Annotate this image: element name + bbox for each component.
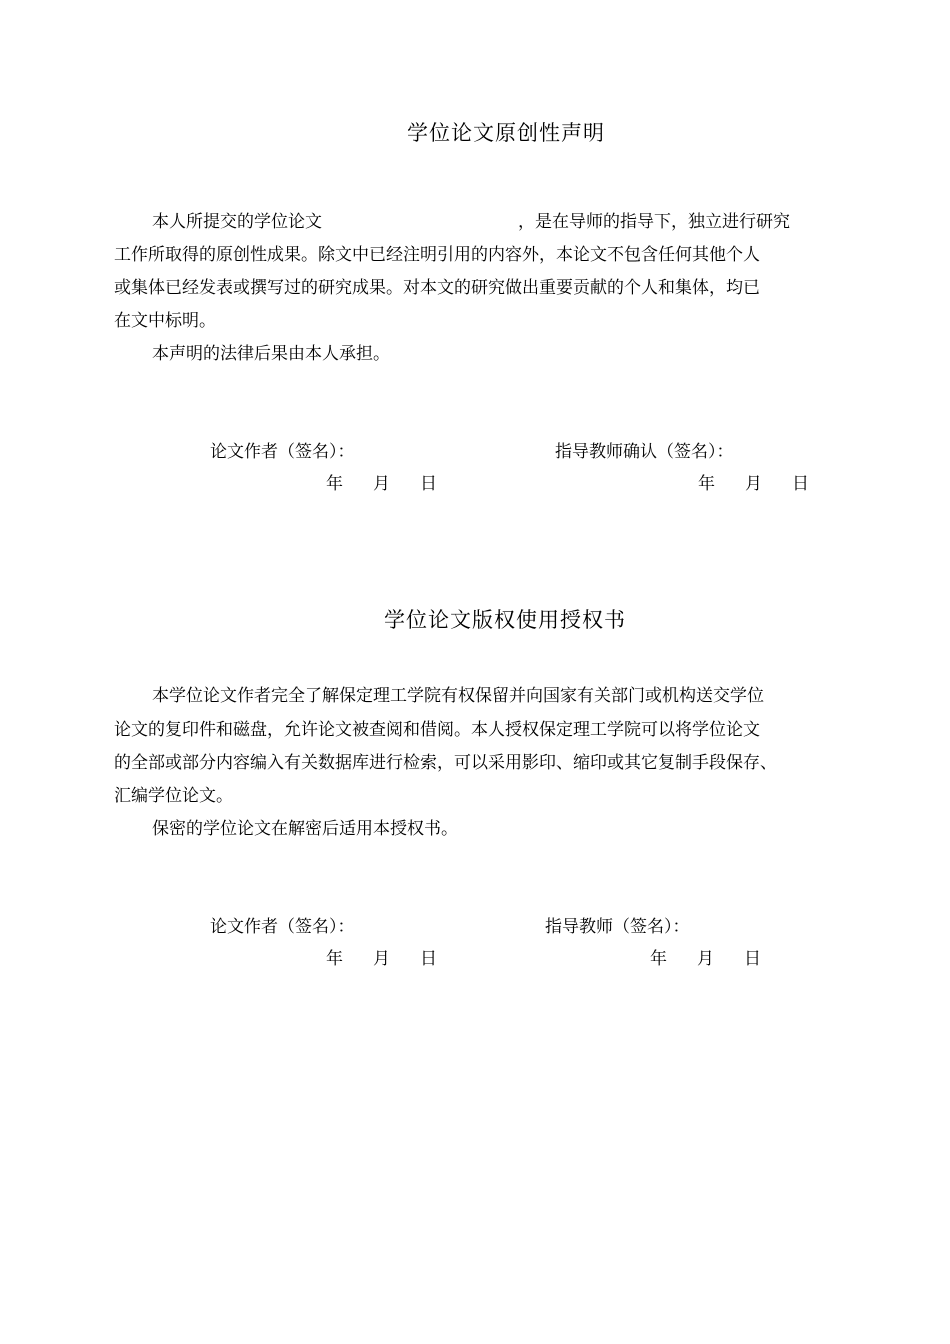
date-year: 年 — [698, 474, 715, 494]
declaration-line-1 — [152, 212, 790, 232]
declaration-title: 学位论文原创性声明 — [407, 121, 605, 145]
date-year: 年 — [326, 474, 343, 494]
date-month: 月 — [697, 949, 714, 969]
date-month: 月 — [373, 474, 390, 494]
declaration-advisor-signature-label: 指导教师确认（签名）： — [555, 442, 734, 462]
declaration-line-1-end: ，是在导师的指导下，独立进行研究 — [518, 212, 790, 232]
authorization-title: 学位论文版权使用授权书 — [384, 608, 626, 632]
authorization-line-2: 论文的复印件和磁盘，允许论文被查阅和借阅。本人授权保定理工学院可以将学位论文 — [114, 720, 760, 740]
declaration-paragraph-2: 本声明的法律后果由本人承担。 — [152, 344, 390, 364]
declaration-line-3: 或集体已经发表或撰写过的研究成果。对本文的研究做出重要贡献的个人和集体，均已 — [114, 278, 760, 298]
authorization-paragraph-2: 保密的学位论文在解密后适用本授权书。 — [152, 819, 458, 839]
authorization-advisor-date — [650, 949, 761, 969]
date-day: 日 — [420, 474, 437, 494]
authorization-advisor-signature-label: 指导教师（签名）： — [545, 917, 690, 937]
date-day: 日 — [744, 949, 761, 969]
authorization-line-1: 本学位论文作者完全了解保定理工学院有权保留并向国家有关部门或机构送交学位 — [152, 686, 764, 706]
declaration-line-1-start: 本人所提交的学位论文 — [152, 212, 322, 232]
declaration-author-signature-label: 论文作者（签名）： — [210, 442, 355, 462]
authorization-line-4: 汇编学位论文。 — [114, 786, 233, 806]
declaration-line-2: 工作所取得的原创性成果。除文中已经注明引用的内容外，本论文不包含任何其他个人 — [114, 245, 760, 265]
date-day: 日 — [420, 949, 437, 969]
declaration-author-date — [326, 474, 437, 494]
authorization-line-3: 的全部或部分内容编入有关数据库进行检索，可以采用影印、缩印或其它复制手段保存、 — [114, 753, 777, 773]
declaration-advisor-date — [698, 474, 809, 494]
date-month: 月 — [373, 949, 390, 969]
date-year: 年 — [326, 949, 343, 969]
date-month: 月 — [745, 474, 762, 494]
date-day: 日 — [792, 474, 809, 494]
declaration-line-4: 在文中标明。 — [114, 311, 216, 331]
authorization-author-signature-label: 论文作者（签名）： — [210, 917, 355, 937]
date-year: 年 — [650, 949, 667, 969]
authorization-author-date — [326, 949, 437, 969]
